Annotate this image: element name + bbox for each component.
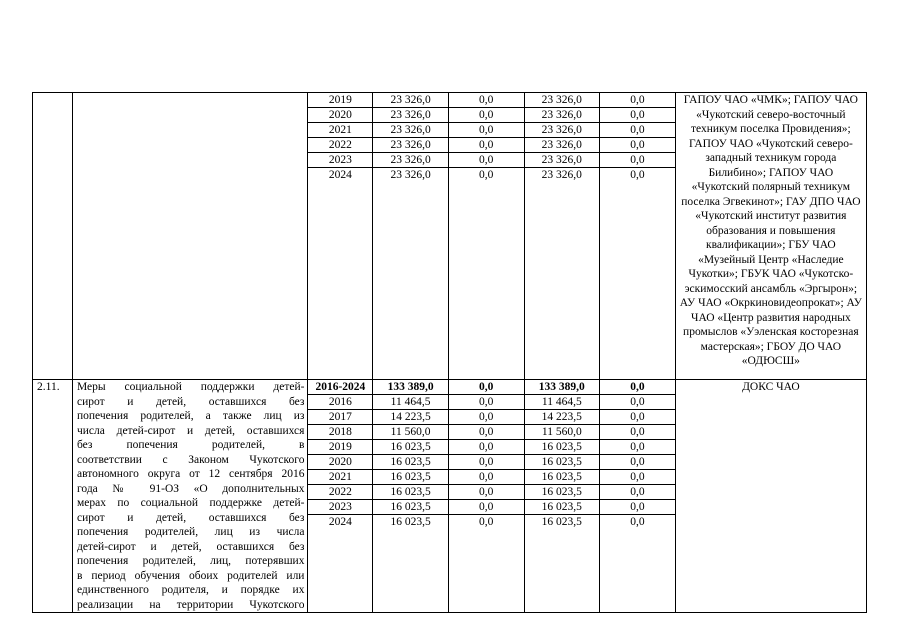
value-line: 23 326,0: [525, 153, 600, 168]
value-line: 23 326,0: [541, 169, 582, 181]
regional-budget-cell: [524, 380, 600, 613]
value-line: 0,0: [449, 440, 524, 455]
value-line: 2024: [328, 516, 352, 528]
value-line: 0,0: [600, 108, 675, 123]
name-line: в период обучения обоих родителей или: [76, 569, 305, 582]
program-table: [32, 92, 867, 613]
value-line: 16 023,5: [525, 485, 600, 500]
table-row: [33, 93, 867, 380]
name-line: соответствии с Законом Чукотского: [76, 453, 305, 466]
name-line: единственного родителя, и порядке их: [76, 584, 305, 596]
total-cell: [373, 380, 449, 613]
value-line: 2018: [308, 425, 372, 440]
row-number-cell: [33, 380, 73, 613]
value-line: 0,0: [600, 500, 675, 515]
value-line: 2021: [308, 123, 372, 138]
value-line: 2017: [308, 410, 372, 425]
name-line: Меры социальной поддержки детей-: [76, 381, 305, 393]
total-cell: [373, 93, 449, 380]
value-line: 23 326,0: [525, 108, 600, 123]
value-line: 16 023,5: [373, 470, 448, 485]
name-line: числа детей-сирот и детей, оставшихся: [76, 424, 305, 437]
name-line: без попечения родителей, в: [76, 439, 305, 451]
value-line: 133 389,0: [373, 380, 448, 395]
value-line: 0,0: [600, 380, 675, 395]
value-line: 23 326,0: [373, 123, 448, 138]
value-line: 2024: [328, 169, 352, 181]
name-line: автономного округа от 12 сентября 2016: [76, 468, 305, 480]
value-line: 0,0: [600, 440, 675, 455]
value-line: 0,0: [479, 169, 494, 181]
name-line: сирот и детей, оставшихся без: [76, 395, 305, 408]
value-line: 16 023,5: [373, 500, 448, 515]
value-line: 16 023,5: [390, 516, 431, 528]
name-line: мерах по социальной поддержке детей-: [76, 497, 305, 509]
value-line: 0,0: [600, 455, 675, 470]
value-line: 2016-2024: [308, 380, 372, 395]
value-line: 133 389,0: [525, 380, 600, 395]
executor-cell: [675, 380, 866, 613]
value-line: 16 023,5: [541, 516, 582, 528]
value-line: 0,0: [449, 153, 524, 168]
value-line: 14 223,5: [525, 410, 600, 425]
value-line: 23 326,0: [373, 93, 448, 108]
executor-cell: [675, 93, 866, 380]
row-name-cell: [72, 380, 308, 613]
name-line: реализации на территории Чукотского: [76, 598, 305, 611]
value-line: 0,0: [600, 93, 675, 108]
value-line: 0,0: [449, 93, 524, 108]
value-line: 0,0: [449, 470, 524, 485]
value-line: 14 223,5: [373, 410, 448, 425]
value-line: 0,0: [449, 500, 524, 515]
value-line: 0,0: [600, 123, 675, 138]
executor-text: ДОКС ЧАО: [742, 381, 800, 393]
value-line: 0,0: [630, 516, 645, 528]
local-budget-cell: [600, 93, 676, 380]
value-line: 23 326,0: [373, 138, 448, 153]
federal-budget-cell: [448, 93, 524, 380]
value-line: 0,0: [449, 395, 524, 410]
federal-budget-cell: [448, 380, 524, 613]
value-line: 23 326,0: [373, 153, 448, 168]
value-line: 11 464,5: [373, 395, 448, 410]
value-line: 0,0: [449, 108, 524, 123]
executor-text: ГАПОУ ЧАО «ЧМК»; ГАПОУ ЧАО «Чукотский северо-восточный техникум поселка Провидения»; ГАПОУ ЧАО «Чукотский северо-западный техникум города Билибино»; ГАПОУ ЧАО «Чукотский полярный техникум поселка Эгвекинот»; ГАУ ДПО ЧАО «Чукотский институт развития образования и повышения квалификации»; ГБУ ЧАО «Музейный Центр «Наследие Чукотки»; ГБУК ЧАО «Чукотско-эскимосский ансамбль «Эргырон»; АУ ЧАО «Окркиновидеопрокат»; АУ ЧАО «Центр развития народных промыслов «Уэленская косторезная мастерская»; ГБОУ ДО ЧАО «ОДЮСШ»: [679, 94, 862, 367]
value-line: 0,0: [449, 410, 524, 425]
value-line: 23 326,0: [525, 93, 600, 108]
value-line: 16 023,5: [373, 440, 448, 455]
value-line: 0,0: [600, 395, 675, 410]
value-line: 16 023,5: [525, 470, 600, 485]
value-line: 23 326,0: [373, 108, 448, 123]
name-line: попечения родителей, лиц из числа: [76, 526, 305, 538]
name-line: детей-сирот и детей, оставшихся без: [76, 540, 305, 553]
value-line: 0,0: [449, 123, 524, 138]
value-line: 0,0: [449, 455, 524, 470]
row-name: [73, 380, 308, 612]
value-line: 11 560,0: [525, 425, 600, 440]
value-line: 16 023,5: [525, 440, 600, 455]
value-line: 0,0: [600, 410, 675, 425]
value-line: 16 023,5: [373, 485, 448, 500]
value-line: 16 023,5: [373, 455, 448, 470]
value-line: 16 023,5: [525, 500, 600, 515]
value-line: 0,0: [600, 138, 675, 153]
value-line: 11 560,0: [373, 425, 448, 440]
year-cell: [308, 93, 373, 380]
value-line: 2022: [308, 138, 372, 153]
value-line: 0,0: [600, 153, 675, 168]
value-line: 0,0: [449, 138, 524, 153]
name-line: попечения родителей, лиц, потерявших: [76, 555, 305, 567]
value-line: 0,0: [479, 516, 494, 528]
value-line: 16 023,5: [525, 455, 600, 470]
value-line: 2020: [308, 455, 372, 470]
value-line: 0,0: [449, 485, 524, 500]
row-number-cell: [33, 93, 73, 380]
value-line: 0,0: [600, 470, 675, 485]
value-line: 23 326,0: [525, 123, 600, 138]
value-line: 2016: [308, 395, 372, 410]
value-line: 0,0: [449, 425, 524, 440]
value-line: 0,0: [600, 425, 675, 440]
value-line: 23 326,0: [525, 138, 600, 153]
name-line: сирот и детей, оставшихся без: [76, 511, 305, 524]
value-line: 2019: [308, 93, 372, 108]
value-line: 2019: [308, 440, 372, 455]
table-row: [33, 380, 867, 613]
value-line: 11 464,5: [525, 395, 600, 410]
value-line: 2023: [308, 500, 372, 515]
name-line: попечения родителей, а также лиц из: [76, 410, 305, 422]
value-line: 2022: [308, 485, 372, 500]
row-name-cell: [72, 93, 308, 380]
name-line: года № 91-ОЗ «О дополнительных: [76, 482, 305, 495]
value-line: 0,0: [600, 485, 675, 500]
value-line: 0,0: [630, 169, 645, 181]
year-cell: [308, 380, 373, 613]
row-number: 2.11.: [37, 381, 60, 393]
local-budget-cell: [600, 380, 676, 613]
value-line: 2021: [308, 470, 372, 485]
value-line: 2023: [308, 153, 372, 168]
value-line: 2020: [308, 108, 372, 123]
value-line: 0,0: [449, 380, 524, 395]
value-line: 23 326,0: [390, 169, 431, 181]
regional-budget-cell: [524, 93, 600, 380]
